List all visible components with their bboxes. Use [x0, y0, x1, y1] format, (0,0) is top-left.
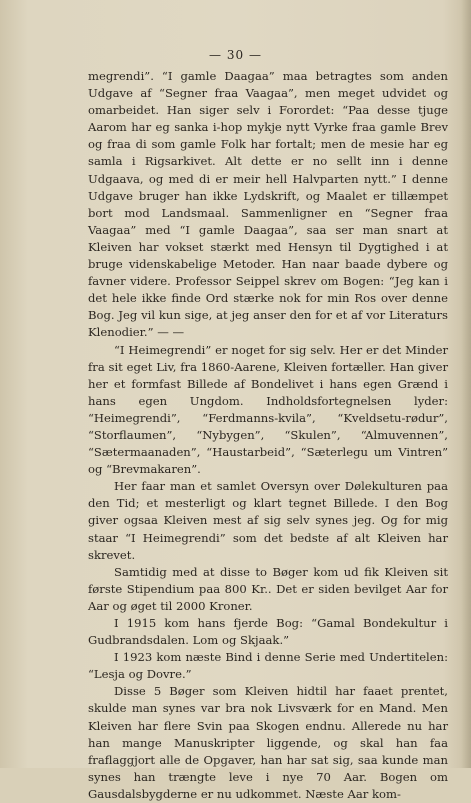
body-text: [88, 68, 448, 803]
paragraph: megrendi”. “I gamle Daagaa” maa betragtes som anden Udgave af “Segner fraa Vaagaa”, men meget udvidet og omarbeidet. Han siger selv i Forordet: “Paa desse tjuge Aarom har eg sanka i-hop mykje nytt Vyrke fraa gamle Brev og fraa di som gamle Folk har fortalt; men de mesie har eg samla i Rigsarkivet. Alt dette er no sellt inn i denne Udgaava, og med di er meir hell Halvparten nytt.” I denne Udgave bruger han ikke Lydskrift, og Maalet er tillæmpet bort mod Landsmaal. Sammenligner en “Segner fraa Vaagaa” med “I gamle Daagaa”, saa ser man snart at Kleiven har vokset stærkt med Hensyn til Dygtighed i at bruge videnskabelige Metoder. Han naar baade dybere og favner videre. Professor Seippel skrev om Bogen: “Jeg kan i det hele ikke finde Ord stærke nok for min Ros over denne Bog. Jeg vil kun sige, at jeg anser den for et af vor Literaturs Klenodier.” — —: [88, 69, 448, 340]
paragraph: I 1915 kom hans fjerde Bog: “Gamal Bondekultur i Gudbrandsdalen. Lom og Skjaak.”: [88, 616, 448, 648]
page-number: — 30 —: [209, 48, 262, 62]
page-edge-shadow: [461, 0, 471, 768]
paragraph: I 1923 kom næste Bind i denne Serie med Undertitelen: “Lesja og Dovre.”: [88, 650, 448, 682]
paragraph: “I Heimegrendi” er noget for sig selv. Her er det Minder fra sit eget Liv, fra 1860-Aarene, Kleiven fortæller. Han giver her et formfast Billede af Bondelivet i hans egen Grænd i hans egen Ungdom. Indholdsfortegnelsen lyder: “Heimegrendi”, “Ferdmanns-kvila”, “Kveldsetu-rødur”, “Storflaumen”, “Nybygen”, “Skulen”, “Almuvennen”, “Sætermaanaden”, “Haustarbeid”, “Sæterlegu um Vintren” og “Brevmakaren”.: [88, 342, 448, 477]
paragraph: Her faar man et samlet Oversyn over Dølekulturen paa den Tid; et mesterligt og klart tegnet Billede. I den Bog giver ogsaa Kleiven mest af sig selv synes jeg. Og for mig staar “I Heimegrendi” som det bedste af alt Kleiven har skrevet.: [88, 479, 448, 562]
paragraph: Disse 5 Bøger som Kleiven hidtil har faaet prentet, skulde man synes var bra nok Livsværk for en Mand. Men Kleiven har flere Svin paa Skogen endnu. Allerede nu har han mange Manuskripter liggende, og skal han faa fraflaggjort alle de Opgaver, han har sat sig, saa kunde man synes han trængte leve i nye 70 Aar. Bogen om Gausdalsbygderne er nu udkommet. Næste Aar kom-: [88, 684, 448, 801]
paragraph: Samtidig med at disse to Bøger kom ud fik Kleiven sit første Stipendium paa 800 Kr.. Det er siden bevilget Aar for Aar og øget til 2000 Kroner.: [88, 564, 448, 613]
